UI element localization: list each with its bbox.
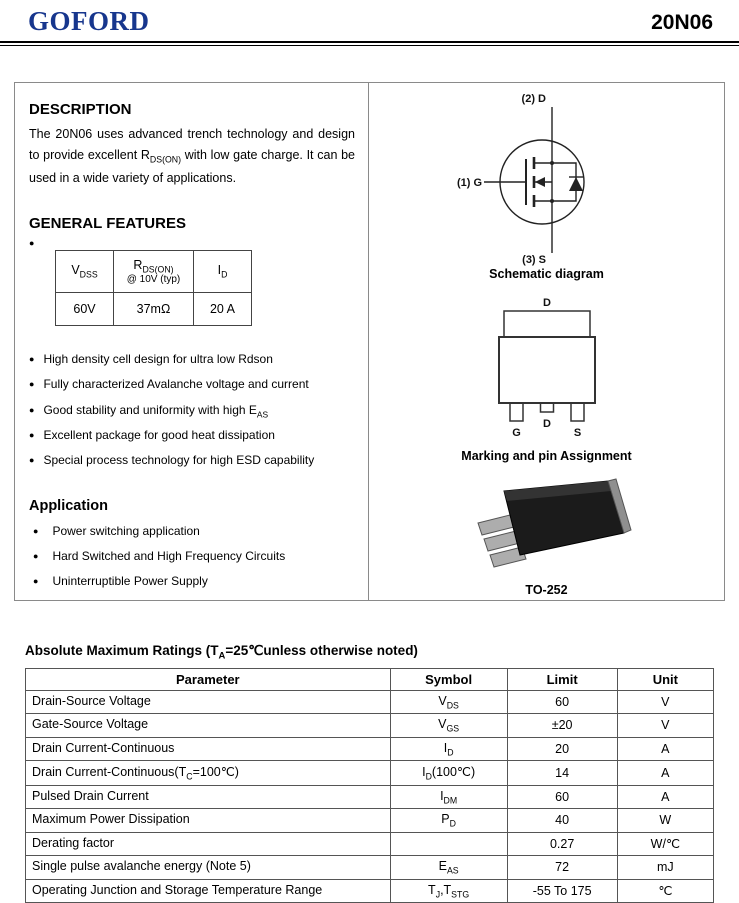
application-item: [33, 524, 355, 539]
table-row: [26, 761, 714, 786]
col-header-limit: Limit: [507, 668, 617, 690]
description-heading: DESCRIPTION: [29, 101, 132, 118]
param-cell: Drain-Source Voltage: [26, 690, 391, 714]
bullet-icon: ●: [33, 550, 39, 561]
ratings-title: Absolute Maximum Ratings ($T_A=25℃unless$ otherwise noted): [25, 643, 418, 662]
marking-caption: Marking and pin Assignment: [461, 449, 632, 463]
table-row: [26, 832, 714, 856]
feature-text: Good stability and uniformity with high $E_{AS}$: [43, 402, 269, 420]
param-cell: Operating Junction and Storage Temperature Range: [26, 879, 391, 903]
tab-drain-label: D: [542, 297, 551, 309]
left-column: [15, 83, 369, 600]
bullet-icon: ●: [33, 575, 39, 586]
gate-pin-label: (1) G: [456, 177, 482, 189]
unit-cell: mJ: [617, 856, 713, 880]
feature-text: Fully characterized Avalanche voltage and current: [43, 377, 309, 392]
schematic-caption: Schematic diagram: [489, 267, 604, 281]
application-item: [33, 549, 355, 564]
symbol-cell: [390, 832, 507, 856]
symbol-cell: $T_J,T_{STG}$: [390, 879, 507, 903]
feature-text: Excellent package for good heat dissipation: [43, 428, 275, 443]
limit-cell: ±20: [507, 714, 617, 738]
limit-cell: 72: [507, 856, 617, 880]
mosfet-schematic-diagram: [442, 87, 652, 265]
table-row: [26, 737, 714, 761]
description-subscript: DS(ON): [149, 154, 182, 165]
package-3d-image: [452, 475, 642, 575]
bullet-icon: ●: [33, 525, 39, 536]
param-cell: Derating factor: [26, 832, 391, 856]
unit-cell: A: [617, 737, 713, 761]
bullet-icon: ●: [29, 379, 35, 390]
gate-pin-marking: G: [511, 427, 521, 439]
drain-pin-label: (2) D: [521, 93, 546, 105]
unit-cell: A: [617, 761, 713, 786]
application-item: [33, 574, 355, 589]
param-cell: Gate-Source Voltage: [26, 714, 391, 738]
id-subscript: D: [221, 269, 228, 280]
bullet-icon: ●: [29, 430, 35, 441]
rdson-header-cell: [114, 250, 194, 292]
main-content-box: [14, 82, 725, 601]
rdson-symbol: R: [133, 257, 143, 272]
body-diode-icon: [569, 177, 583, 191]
id-value-cell: 20 A: [194, 292, 252, 325]
symbol-cell: $V_{GS}$: [390, 714, 507, 738]
general-features-heading: GENERAL FEATURES: [29, 214, 186, 232]
unit-cell: W: [617, 809, 713, 833]
brand-logo: GOFORD: [28, 6, 150, 36]
source-pin-label: (3) S: [521, 254, 546, 266]
mosfet-arrow: [535, 177, 545, 187]
symbol-cell: $I_{DM}$: [390, 785, 507, 809]
table-row: [26, 856, 714, 880]
page-header: [0, 0, 739, 41]
unit-cell: V: [617, 690, 713, 714]
ratings-table: [25, 668, 714, 903]
param-cell: Drain Current-$Continuous(T_C=100℃)$: [26, 761, 391, 786]
param-cell: Single pulse avalanche energy (Note 5): [26, 856, 391, 880]
limit-cell: 60: [507, 690, 617, 714]
id-symbol: I: [217, 263, 222, 278]
application-list: [33, 524, 355, 589]
param-cell: Maximum Power Dissipation: [26, 809, 391, 833]
table-row: [26, 714, 714, 738]
feature-item: [29, 403, 355, 419]
feature-text: High density cell design for ultra low Rdson: [43, 351, 273, 366]
ratings-header-row: [26, 668, 714, 690]
table-row: [26, 879, 714, 903]
description-text: The 20N06 uses advanced trench technology and design to provide excellent R: [29, 127, 355, 163]
description-paragraph: [29, 124, 355, 189]
param-cell: Pulsed Drain Current: [26, 785, 391, 809]
limit-cell: 60: [507, 785, 617, 809]
limit-cell: -55 To 175: [507, 879, 617, 903]
table-row: [26, 809, 714, 833]
part-number: 20N06: [651, 11, 713, 34]
bullet-icon: ●: [29, 404, 35, 415]
unit-cell: A: [617, 785, 713, 809]
spec-header-row: [56, 250, 252, 292]
feature-item: [29, 428, 355, 444]
bullet-icon: ●: [29, 237, 35, 248]
header-divider: [0, 41, 739, 46]
unit-cell: W/℃: [617, 832, 713, 856]
limit-cell: 0.27: [507, 832, 617, 856]
ratings-section: [25, 643, 714, 903]
symbol-cell: $I_D$: [390, 737, 507, 761]
vdss-header-cell: [56, 250, 114, 292]
symbol-cell: $I_D(100℃)$: [390, 761, 507, 786]
source-pin-marking: S: [573, 427, 581, 439]
param-cell: Drain Current-Continuous: [26, 737, 391, 761]
unit-cell: V: [617, 714, 713, 738]
bullet-icon: ●: [29, 455, 35, 466]
application-text: Hard Switched and High Frequency Circuits: [52, 548, 286, 563]
col-header-parameter: Parameter: [26, 668, 391, 690]
description-text-post: with low gate charge. It can be used in a wide variety of applications.: [29, 148, 356, 185]
package-outline-diagram: [442, 295, 652, 443]
application-text: Uninterruptible Power Supply: [52, 573, 208, 588]
right-column: [369, 83, 724, 600]
feature-item: [29, 352, 355, 368]
package-caption: TO-252: [525, 583, 568, 597]
limit-cell: 40: [507, 809, 617, 833]
vdss-value-cell: 60V: [56, 292, 114, 325]
id-header-cell: [194, 250, 252, 292]
feature-item: [29, 453, 355, 469]
bullet-icon: ●: [29, 353, 35, 364]
rdson-value-cell: 37mΩ: [114, 292, 194, 325]
col-header-unit: Unit: [617, 668, 713, 690]
limit-cell: 14: [507, 761, 617, 786]
features-list: [29, 352, 355, 470]
symbol-cell: $V_{DS}$: [390, 690, 507, 714]
rdson-subscript: DS(ON): [142, 264, 174, 275]
table-row: [26, 690, 714, 714]
feature-item: [29, 377, 355, 393]
col-header-symbol: Symbol: [390, 668, 507, 690]
application-heading: Application: [29, 497, 108, 514]
feature-text: Special process technology for high ESD capability: [43, 453, 315, 468]
symbol-cell: $E_{AS}$: [390, 856, 507, 880]
symbol-cell: $P_D$: [390, 809, 507, 833]
vdss-subscript: DSS: [79, 269, 98, 280]
table-row: [26, 785, 714, 809]
application-text: Power switching application: [52, 523, 200, 538]
unit-cell: ℃: [617, 879, 713, 903]
drain-pin-marking: D: [542, 418, 551, 430]
vdss-symbol: V: [71, 263, 80, 278]
rdson-condition: @ 10V (typ): [126, 274, 181, 286]
limit-cell: 20: [507, 737, 617, 761]
spec-value-row: [56, 292, 252, 325]
key-spec-table: [55, 250, 252, 326]
